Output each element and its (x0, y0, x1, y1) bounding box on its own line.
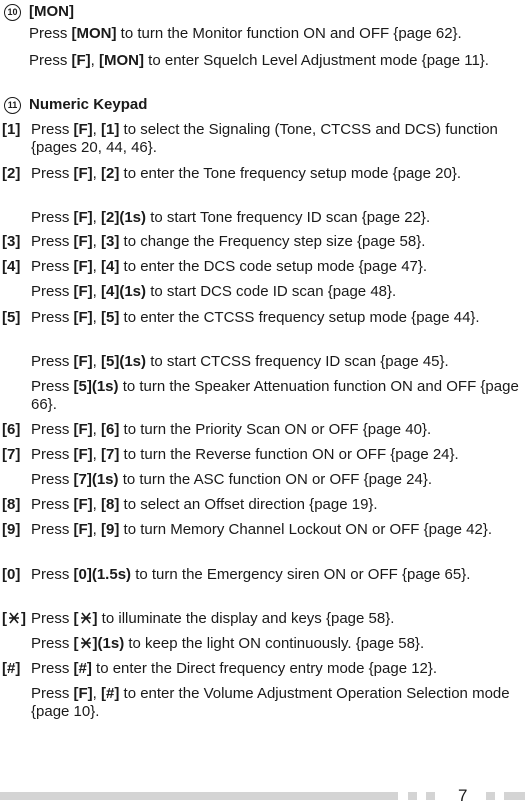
entry-description: Press [F], [5](1s) to start CTCSS frequency ID scan {page 45}. (31, 353, 449, 370)
key-label: [F] (73, 685, 93, 702)
key-label: [7](1s) (73, 471, 119, 488)
key-label: [MON] (99, 52, 145, 69)
section-11-heading (4, 96, 147, 114)
entry-description: Press [ ] to illuminate the display and keys {page 58}. (31, 610, 395, 627)
key-label: [F] (73, 258, 93, 275)
key-label: [F] (71, 52, 91, 69)
key-label: [F] (73, 421, 93, 438)
footer-bar-segment (486, 792, 495, 800)
entry-description: Press [F], [4](1s) to start DCS code ID scan {page 48}. (31, 283, 397, 300)
footer-bar (0, 792, 398, 800)
entry-description: Press [F], [6] to turn the Priority Scan ON or OFF {page 40}. (31, 421, 432, 438)
entry-description: Press [F], [3] to change the Frequency step size {page 58}. (31, 233, 426, 250)
section-number-badge: 10 (4, 4, 21, 21)
key-label: [9] (101, 521, 120, 538)
key-label: [6] (101, 421, 120, 438)
key-label: [#] (73, 660, 92, 677)
key-label: [4] (101, 258, 120, 275)
section-10-heading (4, 3, 74, 21)
entry-key-label: [1] (2, 121, 21, 138)
key-label: [ ] (73, 610, 98, 627)
entry-description: Press [F], [1] to select the Signaling (Tone, CTCSS and DCS) function {pages 20, 44, 46}. (31, 121, 498, 156)
entry-description: Press [F], [7] to turn the Reverse function ON or OFF {page 24}. (31, 446, 459, 463)
key-label: [5] (101, 309, 120, 326)
key-label: [F] (73, 209, 93, 226)
key-label: [F] (73, 233, 93, 250)
key-label: [#] (101, 685, 120, 702)
key-label: [F] (73, 121, 93, 138)
footer-bar-segment (408, 792, 417, 800)
key-label: [3] (101, 233, 120, 250)
key-label: [F] (73, 521, 93, 538)
key-label: [F] (73, 496, 93, 513)
entry-description: Press [F], [9] to turn Memory Channel Lockout ON or OFF {page 42}. (31, 521, 493, 538)
lamp-key-icon (80, 612, 92, 624)
key-label: [2] (101, 165, 120, 182)
entry-key-label: [3] (2, 233, 21, 250)
entry-key-label: [9] (2, 521, 21, 538)
entry-description: Press [F], [5] to enter the CTCSS frequency setup mode {page 44}. (31, 309, 480, 326)
entry-key-label: [8] (2, 496, 21, 513)
entry-key-label: [ ] (2, 610, 26, 627)
key-label: [4](1s) (101, 283, 147, 300)
key-label: [7] (101, 446, 120, 463)
footer-bar-segment (426, 792, 435, 800)
key-label: [5](1s) (101, 353, 147, 370)
entry-key-label: [5] (2, 309, 21, 326)
entry-key-label: [#] (2, 660, 21, 677)
entry-description: Press [F], [8] to select an Offset direction {page 19}. (31, 496, 378, 513)
entry-description: Press [7](1s) to turn the ASC function ON or OFF {page 24}. (31, 471, 433, 488)
key-label: [F] (73, 353, 93, 370)
key-label: [ ](1s) (73, 635, 125, 652)
key-label: [1] (101, 121, 120, 138)
section-title: [MON] (29, 3, 74, 20)
key-label: [F] (73, 165, 93, 182)
key-label: [F] (73, 309, 93, 326)
section-title: Numeric Keypad (29, 96, 148, 113)
section-10-paragraph-1: Press [MON] to turn the Monitor function ON and OFF {page 62}. (29, 25, 462, 42)
entry-key-label: [7] (2, 446, 21, 463)
key-label: [5](1s) (73, 378, 119, 395)
entry-description: Press [F], [#] to enter the Volume Adjustment Operation Selection mode {page 10}. (31, 685, 510, 720)
entry-description: Press [F], [2](1s) to start Tone frequency ID scan {page 22}. (31, 209, 431, 226)
footer-bar-segment (504, 792, 525, 800)
key-label: [F] (73, 283, 93, 300)
key-label: [8] (101, 496, 120, 513)
entry-description: Press [F], [4] to enter the DCS code setup mode {page 47}. (31, 258, 428, 275)
key-label: [0](1.5s) (73, 566, 132, 583)
entry-key-label: [6] (2, 421, 21, 438)
lamp-key-icon (8, 612, 20, 624)
page-footer (0, 786, 525, 805)
section-number-badge: 11 (4, 97, 21, 114)
entry-key-label: [4] (2, 258, 21, 275)
key-label: [MON] (71, 25, 117, 42)
entry-description: Press [ ](1s) to keep the light ON continuously. {page 58}. (31, 635, 425, 652)
entry-key-label: [2] (2, 165, 21, 182)
entry-description: Press [0](1.5s) to turn the Emergency siren ON or OFF {page 65}. (31, 566, 471, 583)
key-label: [2](1s) (101, 209, 147, 226)
entry-description: Press [F], [2] to enter the Tone frequency setup mode {page 20}. (31, 165, 462, 182)
key-label: [F] (73, 446, 93, 463)
entry-key-label: [0] (2, 566, 21, 583)
section-10-paragraph-2: Press [F], [MON] to enter Squelch Level Adjustment mode {page 11}. (29, 52, 489, 69)
lamp-key-icon (80, 637, 92, 649)
page-number: 7 (458, 786, 468, 805)
entry-description: Press [#] to enter the Direct frequency entry mode {page 12}. (31, 660, 438, 677)
entry-description: Press [5](1s) to turn the Speaker Attenuation function ON and OFF {page 66}. (31, 378, 519, 413)
